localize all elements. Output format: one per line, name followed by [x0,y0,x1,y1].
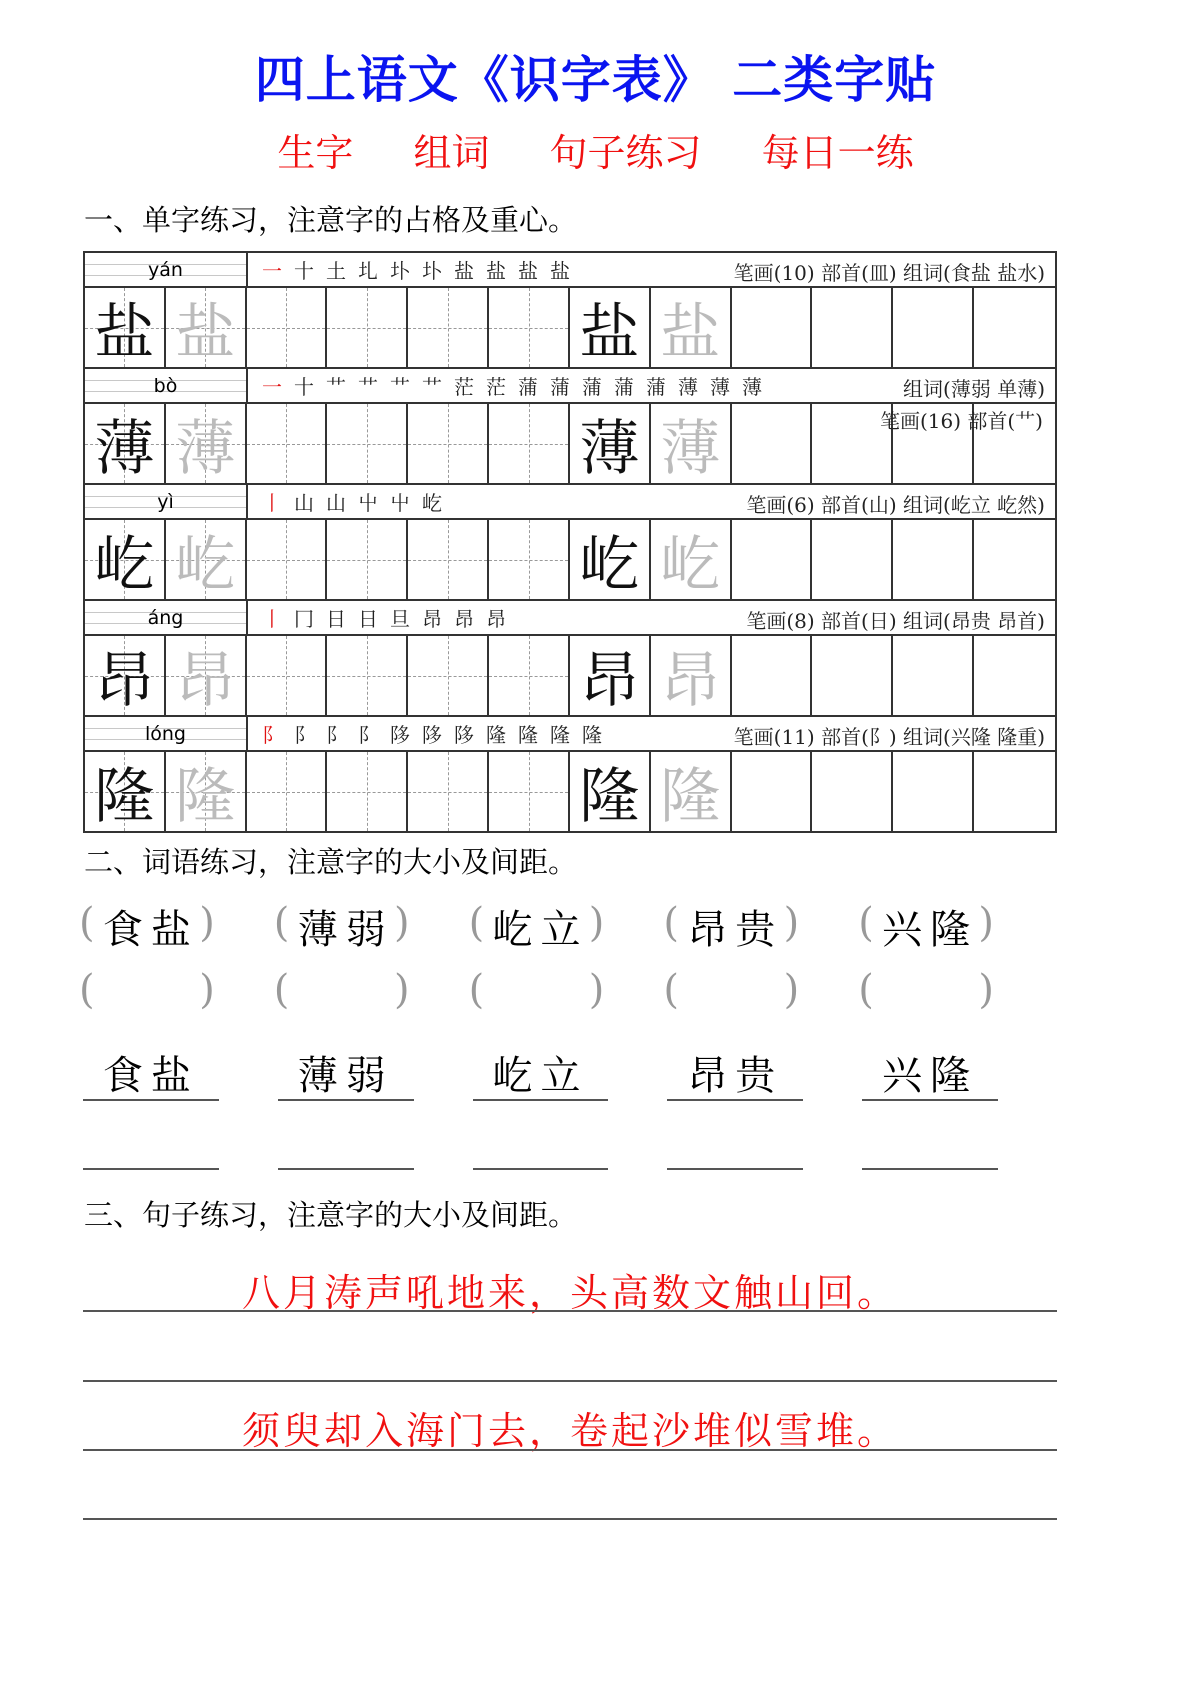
stroke-step: 薄 [678,375,698,399]
stroke-step: 屹 [422,491,442,515]
character-practice-row [83,750,1057,831]
trace-character: 盐 [175,297,236,368]
practice-cell[interactable] [489,636,570,715]
model-character-cell [570,520,651,599]
practice-cell[interactable] [732,752,813,831]
model-character: 薄 [94,413,155,484]
practice-cell[interactable] [327,520,408,599]
stroke-step: 薄 [710,375,730,399]
pinyin-cell [85,601,248,634]
practice-cell[interactable] [489,520,570,599]
model-character-cell [85,404,166,483]
trace-character: 昂 [660,645,721,716]
character-grid [83,251,1057,833]
stroke-step: 圤 [390,259,410,283]
trace-character-cell[interactable] [166,752,247,831]
trace-character-cell[interactable] [166,288,247,367]
pinyin-label: áng [147,606,184,629]
practice-cell[interactable] [327,288,408,367]
stroke-step: 蒲 [518,375,538,399]
model-character: 昂 [579,645,640,716]
trace-character-cell[interactable] [651,288,732,367]
word-write-slot[interactable] [83,1114,219,1170]
page-title: 四上语文《识字表》 二类字贴 [254,51,937,109]
practice-cell[interactable] [893,636,974,715]
stroke-step: 蒲 [582,375,602,399]
pinyin-label: yì [157,490,174,513]
word-write-slot[interactable] [83,965,219,1021]
stroke-step: 土 [326,259,346,283]
word-write-slot[interactable] [862,1114,998,1170]
practice-cell[interactable] [489,752,570,831]
stroke-step: 隆 [582,723,602,747]
character-block [83,251,1057,367]
character-info: 笔画(10) 部首(皿) 组词(食盐 盐水) [733,261,1045,285]
word-write-slot[interactable] [862,965,998,1021]
stroke-step: 阝 [358,723,378,747]
stroke-step: 旦 [390,607,410,631]
pinyin-cell [85,485,248,518]
word-row-bracketed-blank [83,965,1057,1021]
practice-cell[interactable] [812,288,893,367]
word-model: 屹立 [473,1045,609,1101]
trace-character: 屹 [175,529,236,600]
character-header-row [83,715,1057,750]
stroke-step: 丨 [262,491,282,515]
character-header-row [83,251,1057,286]
trace-character-cell[interactable] [651,752,732,831]
stroke-step: 盐 [486,259,506,283]
stroke-step: 日 [358,607,378,631]
sentence-write-line[interactable] [83,1518,1057,1520]
model-character: 薄 [579,413,640,484]
word-model: ( 屹立 ) [473,898,609,954]
practice-cell[interactable] [327,752,408,831]
word-model: 兴隆 [862,1045,998,1101]
trace-character: 薄 [175,413,236,484]
character-practice-row [83,634,1057,715]
practice-cell[interactable] [408,752,489,831]
character-info: 笔画(8) 部首(日) 组词(昂贵 昂首) [746,609,1045,633]
trace-character-cell[interactable] [651,520,732,599]
stroke-step: 茫 [454,375,474,399]
word-write-slot[interactable] [278,965,414,1021]
word-row-bracketed [83,898,1057,954]
model-character: 盐 [579,297,640,368]
practice-cell[interactable] [974,636,1055,715]
model-character-cell [85,520,166,599]
stroke-step: 屮 [358,491,378,515]
model-character: 盐 [94,297,155,368]
character-block [83,715,1057,831]
pinyin-cell [85,717,248,750]
section-two-heading: 二、词语练习，注意字的大小及间距。 [84,845,578,879]
word-write-slot[interactable] [473,1114,609,1170]
sentence-line [83,1449,1057,1451]
pinyin-cell [85,369,248,402]
word-model: 薄弱 [278,1045,414,1101]
pinyin-label: bò [153,374,178,397]
stroke-step: 日 [326,607,346,631]
trace-character: 隆 [660,761,721,832]
stroke-step: 隆 [486,723,506,747]
practice-cell[interactable] [893,520,974,599]
word-row-underlined [83,1045,1057,1101]
word-row-underlined-blank [83,1114,1057,1170]
stroke-step: 艹 [358,375,378,399]
character-info: 笔画(11) 部首(阝) 组词(兴隆 隆重) [733,725,1045,749]
character-info: 组词(薄弱 单薄) [903,377,1045,401]
stroke-step: 盐 [550,259,570,283]
sentence-write-line[interactable] [83,1380,1057,1382]
section-three-heading: 三、句子练习，注意字的大小及间距。 [84,1198,578,1232]
stroke-step: 阝 [294,723,314,747]
stroke-step: 盐 [454,259,474,283]
model-character: 隆 [579,761,640,832]
trace-character: 薄 [660,413,721,484]
stroke-step: 圤 [422,259,442,283]
stroke-step: 屮 [390,491,410,515]
character-header-row [83,599,1057,634]
practice-cell[interactable] [974,520,1055,599]
word-model: ( 兴隆 ) [862,898,998,954]
stroke-step: 十 [294,259,314,283]
model-character-cell [85,636,166,715]
trace-character-cell[interactable] [166,520,247,599]
character-info: 笔画(6) 部首(山) 组词(屹立 屹然) [746,493,1045,517]
subtitle-item: 生字 [277,131,354,175]
word-model: 食盐 [83,1045,219,1101]
practice-cell[interactable] [408,404,489,483]
practice-cell[interactable] [489,288,570,367]
trace-character: 屹 [660,529,721,600]
model-character: 昂 [94,645,155,716]
word-write-slot[interactable] [667,965,803,1021]
practice-cell[interactable] [327,636,408,715]
model-character-cell [570,288,651,367]
stroke-step: 艹 [390,375,410,399]
trace-character: 盐 [660,297,721,368]
trace-character-cell[interactable] [651,636,732,715]
model-character-cell [85,752,166,831]
character-block [83,483,1057,599]
practice-cell[interactable] [408,288,489,367]
character-info-secondary: 笔画(16) 部首(艹) [879,409,1043,433]
model-character: 隆 [94,761,155,832]
practice-cell[interactable] [247,752,328,831]
model-character-cell [570,636,651,715]
sentence-model: 须臾却入海门去，卷起沙堆似雪堆。 [241,1409,898,1453]
practice-cell[interactable] [247,520,328,599]
subtitle-item: 每日一练 [761,131,914,175]
stroke-step: 陊 [390,723,410,747]
character-header-row [83,367,1057,402]
practice-cell[interactable] [732,288,813,367]
practice-cell[interactable] [247,404,328,483]
stroke-step: 冂 [294,607,314,631]
sentence-line [83,1310,1057,1312]
model-character-cell [570,752,651,831]
stroke-step: 昂 [422,607,442,631]
pinyin-label: lóng [144,722,186,745]
word-write-slot[interactable] [667,1114,803,1170]
stroke-step: 蒲 [614,375,634,399]
stroke-step: 茫 [486,375,506,399]
pinyin-cell [85,253,248,286]
trace-character: 昂 [175,645,236,716]
practice-cell[interactable] [893,752,974,831]
practice-cell[interactable] [408,520,489,599]
character-block [83,367,1057,483]
model-character-cell [570,404,651,483]
trace-character-cell[interactable] [651,404,732,483]
section-one-heading: 一、单字练习，注意字的占格及重心。 [84,203,578,237]
stroke-step: 圠 [358,259,378,283]
practice-cell[interactable] [247,636,328,715]
stroke-step: 昂 [454,607,474,631]
stroke-step: 一 [262,375,282,399]
practice-cell[interactable] [408,636,489,715]
stroke-step: 十 [294,375,314,399]
model-character: 屹 [579,529,640,600]
subtitle-item: 组词 [413,131,490,175]
model-character-cell [85,288,166,367]
stroke-step: 盐 [518,259,538,283]
practice-cell[interactable] [327,404,408,483]
character-practice-row [83,286,1057,367]
stroke-step: 薄 [742,375,762,399]
stroke-step: 昂 [486,607,506,631]
stroke-step: 隆 [550,723,570,747]
stroke-step: 山 [294,491,314,515]
word-model: ( 食盐 ) [83,898,219,954]
character-header-row [83,483,1057,518]
subtitle-item: 句子练习 [549,131,702,175]
stroke-step: 阝 [326,723,346,747]
trace-character: 隆 [175,761,236,832]
practice-cell[interactable] [893,288,974,367]
stroke-step: 艹 [326,375,346,399]
stroke-step: 艹 [422,375,442,399]
word-model: ( 薄弱 ) [278,898,414,954]
word-model: ( 昂贵 ) [667,898,803,954]
practice-cell[interactable] [812,636,893,715]
model-character: 屹 [94,529,155,600]
practice-cell[interactable] [812,520,893,599]
practice-cell[interactable] [732,520,813,599]
sentence-model: 八月涛声吼地来，头高数文触山回。 [241,1271,898,1315]
trace-character-cell[interactable] [166,636,247,715]
word-model: 昂贵 [667,1045,803,1101]
practice-cell[interactable] [732,636,813,715]
word-write-slot[interactable] [278,1114,414,1170]
character-practice-row [83,518,1057,599]
stroke-step: 陊 [454,723,474,747]
practice-cell[interactable] [974,752,1055,831]
stroke-step: 丨 [262,607,282,631]
practice-cell[interactable] [812,752,893,831]
subtitle [0,122,1191,177]
stroke-step: 蒲 [646,375,666,399]
pinyin-label: yán [148,258,183,281]
practice-cell[interactable] [732,404,813,483]
trace-character-cell[interactable] [166,404,247,483]
stroke-step: 阝 [262,723,282,747]
stroke-step: 陊 [422,723,442,747]
stroke-step: 一 [262,259,282,283]
practice-cell[interactable] [974,288,1055,367]
character-block [83,599,1057,715]
stroke-step: 山 [326,491,346,515]
stroke-step: 隆 [518,723,538,747]
practice-cell[interactable] [489,404,570,483]
practice-cell[interactable] [247,288,328,367]
word-write-slot[interactable] [473,965,609,1021]
stroke-step: 蒲 [550,375,570,399]
